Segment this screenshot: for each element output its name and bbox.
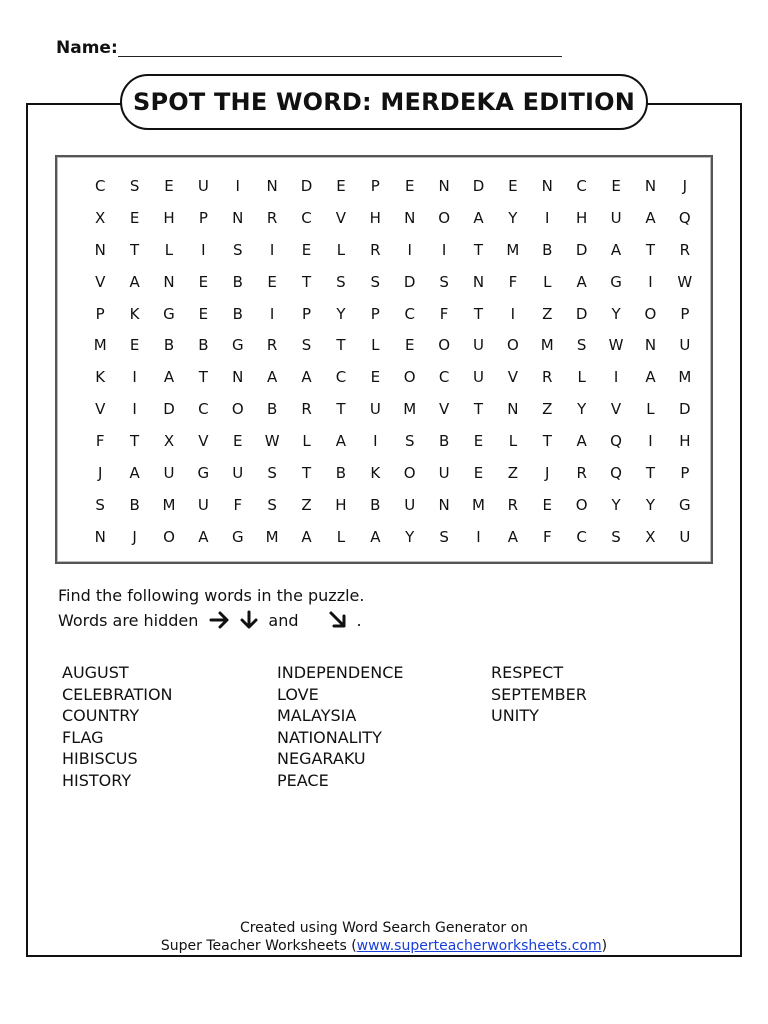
grid-letter: S (232, 240, 243, 259)
grid-letter: E (198, 272, 209, 291)
grid-letter: S (439, 527, 449, 546)
grid-letter: S (370, 272, 381, 291)
grid-letter: B (335, 463, 347, 482)
grid-letter: D (300, 176, 313, 195)
grid-letter: G (610, 272, 622, 291)
grid-letter: N (94, 527, 106, 546)
grid-letter: E (129, 336, 140, 355)
grid-letter: X (95, 208, 106, 227)
grid-letter: E (198, 304, 209, 323)
grid-letter: L (508, 432, 518, 451)
grid-letter: N (644, 336, 657, 355)
grid-letter: V (610, 400, 622, 419)
grid-letter: B (267, 400, 278, 419)
grid-letter: Z (542, 400, 553, 419)
word-list-item: FLAG (62, 727, 104, 747)
grid-letter: U (369, 400, 381, 419)
grid-letter: D (575, 304, 588, 323)
grid-letter: L (336, 527, 346, 546)
instructions-and: and (268, 610, 299, 630)
word-list-item: AUGUST (62, 663, 129, 682)
grid-letter: P (680, 463, 690, 482)
grid-letter: T (473, 304, 484, 323)
grid-row (83, 457, 702, 489)
grid-letter: B (198, 336, 209, 355)
grid-letter: S (301, 336, 312, 355)
grid-letter: E (370, 368, 381, 387)
grid-letter: S (336, 272, 346, 291)
grid-row (83, 489, 702, 521)
grid-letter: R (542, 368, 553, 387)
grid-letter: Y (508, 208, 518, 227)
grid-letter: B (232, 304, 243, 323)
grid-letter: S (129, 176, 140, 195)
grid-letter: W (264, 432, 280, 451)
grid-letter: I (201, 240, 206, 259)
grid-letter: G (231, 527, 244, 546)
grid-letter: C (404, 304, 415, 323)
footer-link[interactable]: www.superteacherworksheets.com (356, 938, 602, 954)
grid-letter: P (302, 304, 312, 323)
grid-letter: O (438, 208, 450, 227)
footer-source (0, 938, 768, 954)
grid-letter: O (438, 336, 450, 355)
grid-letter: K (370, 463, 381, 482)
footer-credit: Created using Word Search Generator on (239, 920, 529, 936)
grid-letter: B (542, 240, 553, 259)
grid-letter: N (266, 176, 278, 195)
grid-letter: E (336, 176, 346, 195)
grid-letter: E (129, 208, 140, 227)
grid-letter: H (163, 208, 175, 227)
grid-letter: E (473, 432, 484, 451)
grid-letter: P (370, 304, 380, 323)
arrow-diagonal-icon (327, 609, 349, 631)
grid-letter: A (301, 527, 312, 546)
grid-letter: E (164, 176, 174, 195)
grid-letter: O (403, 368, 416, 387)
grid-letter: D (575, 240, 588, 259)
grid-letter: M (472, 495, 485, 514)
grid-letter: B (438, 432, 450, 451)
grid-letter: O (506, 336, 519, 355)
grid-letter: Q (610, 463, 622, 482)
grid-letter: X (163, 432, 175, 451)
grid-letter: S (267, 495, 277, 514)
grid-letter: I (407, 240, 412, 259)
grid-letter: G (231, 336, 244, 355)
grid-letter: C (438, 368, 450, 387)
grid-letter: U (232, 463, 244, 482)
grid-letter: P (198, 208, 208, 227)
word-list-column-2 (277, 662, 404, 791)
grid-letter: P (680, 304, 690, 323)
grid-letter: C (335, 368, 347, 387)
word-list-item: COUNTRY (62, 706, 140, 725)
grid-letter: Y (577, 400, 587, 419)
grid-letter: B (163, 336, 175, 355)
grid-letter: Q (678, 208, 691, 227)
word-list-item: MALAYSIA (277, 706, 357, 725)
grid-row (83, 234, 702, 266)
grid-letter: M (678, 368, 692, 387)
grid-letter: L (336, 240, 346, 259)
grid-letter: T (473, 240, 484, 259)
grid-letter: U (473, 368, 484, 387)
grid-letter: N (438, 495, 450, 514)
grid-letter: A (163, 368, 175, 387)
grid-letter: H (369, 208, 381, 227)
grid-letter: B (129, 495, 140, 514)
word-list-item: NEGARAKU (277, 749, 366, 768)
grid-letter: V (95, 400, 106, 419)
grid-letter: L (543, 272, 552, 291)
grid-letter: X (645, 527, 656, 546)
page-title: SPOT THE WORD: MERDEKA EDITION (132, 88, 636, 116)
grid-letter: A (645, 208, 656, 227)
grid-letter: A (576, 272, 587, 291)
grid-letter: U (473, 336, 484, 355)
arrow-down-icon (238, 609, 260, 631)
grid-letter: U (679, 527, 691, 546)
grid-letter: R (370, 240, 381, 259)
grid-letter: I (510, 304, 516, 323)
grid-letter: A (198, 527, 209, 546)
grid-letter: W (677, 272, 693, 291)
footer-prefix: Super Teacher Worksheets ( (160, 938, 357, 954)
grid-letter: M (162, 495, 176, 514)
grid-letter: T (130, 240, 140, 259)
grid-letter: G (679, 495, 691, 514)
grid-letter: F (508, 272, 518, 291)
grid-letter: V (95, 272, 106, 291)
grid-letter: H (679, 432, 691, 451)
grid-letter: E (508, 176, 518, 195)
grid-letter: E (404, 176, 415, 195)
grid-letter: R (576, 463, 587, 482)
grid-letter: L (302, 432, 311, 451)
grid-letter: O (403, 463, 416, 482)
instructions-line-2 (58, 609, 362, 631)
grid-letter: Z (301, 495, 312, 514)
grid-letter: Z (507, 463, 519, 482)
grid-letter: Q (610, 432, 622, 451)
grid-letter: T (301, 272, 312, 291)
word-list-item: UNITY (491, 706, 539, 725)
grid-letter: I (476, 527, 481, 546)
instructions-end: . (356, 610, 362, 630)
grid-letter: N (541, 176, 553, 195)
grid-letter: I (269, 240, 275, 259)
grid-letter: H (335, 495, 347, 514)
word-list-item: HIBISCUS (62, 749, 138, 768)
grid-letter: A (473, 208, 484, 227)
grid-letter: F (95, 432, 105, 451)
grid-letter: V (438, 400, 450, 419)
grid-letter: N (404, 208, 416, 227)
grid-letter: M (540, 336, 554, 355)
grid-letter: U (438, 463, 450, 482)
word-list-item: INDEPENDENCE (277, 663, 404, 682)
grid-letter: S (576, 336, 587, 355)
grid-letter: I (132, 400, 137, 419)
grid-letter: A (507, 527, 519, 546)
grid-letter: T (645, 240, 656, 259)
word-list-item: CELEBRATION (62, 684, 173, 704)
grid-letter: U (610, 208, 622, 227)
grid-letter: I (648, 272, 653, 291)
grid-letter: T (198, 368, 208, 387)
grid-row (83, 170, 702, 202)
grid-letter: J (545, 463, 550, 482)
word-list-column-1 (62, 662, 173, 791)
grid-letter: E (542, 495, 553, 514)
grid-letter: N (644, 176, 657, 195)
grid-row (83, 361, 702, 393)
grid-letter: U (679, 336, 691, 355)
grid-letter: L (577, 368, 586, 387)
grid-letter: T (301, 463, 312, 482)
grid-letter: I (648, 432, 653, 451)
grid-letter: C (576, 176, 587, 195)
grid-letter: O (575, 495, 588, 514)
grid-row (83, 393, 702, 425)
word-list-item: LOVE (277, 684, 319, 704)
title-banner (120, 74, 648, 130)
grid-letter: R (679, 240, 691, 259)
grid-letter: I (269, 304, 275, 323)
grid-letter: U (404, 495, 416, 514)
grid-letter: F (542, 527, 552, 546)
instructions-prefix: Words are hidden (58, 610, 199, 630)
grid-letter: J (97, 463, 103, 482)
grid-letter: I (545, 208, 550, 227)
grid-letter: I (441, 240, 447, 259)
grid-letter: O (231, 400, 244, 419)
grid-letter: B (370, 495, 381, 514)
grid-letter: N (438, 176, 450, 195)
grid-letter: T (130, 432, 140, 451)
grid-row (83, 202, 702, 234)
grid-letter: Y (611, 304, 621, 323)
grid-letter: K (129, 304, 140, 323)
grid-row (83, 266, 702, 298)
arrow-right-icon (208, 610, 232, 630)
grid-letter: M (506, 240, 520, 259)
grid-letter: E (233, 432, 243, 451)
word-list-item: PEACE (277, 770, 329, 790)
grid-letter: R (507, 495, 519, 514)
grid-letter: I (132, 368, 137, 387)
letter-grid (83, 170, 702, 553)
grid-letter: S (439, 272, 449, 291)
grid-letter: L (164, 240, 174, 259)
grid-letter: T (542, 432, 552, 451)
grid-letter: D (163, 400, 175, 419)
grid-letter: T (473, 400, 484, 419)
grid-letter: S (611, 527, 621, 546)
word-list-item: SEPTEMBER (491, 684, 587, 704)
grid-letter: A (576, 432, 587, 451)
grid-letter: B (232, 272, 243, 291)
grid-row (83, 425, 702, 457)
grid-letter: A (267, 368, 278, 387)
name-label: Name: (56, 38, 118, 58)
instructions-line-1: Find the following words in the puzzle. (58, 586, 365, 605)
grid-letter: L (371, 336, 380, 355)
grid-letter: J (682, 176, 688, 195)
grid-letter: Y (611, 495, 621, 514)
footer-suffix: ) (601, 938, 608, 954)
word-list-column-3 (491, 662, 587, 727)
grid-letter: I (613, 368, 619, 387)
grid-letter: U (197, 176, 209, 195)
grid-letter: I (373, 432, 378, 451)
grid-letter: M (93, 336, 107, 355)
grid-letter: N (232, 368, 244, 387)
grid-row (83, 298, 702, 330)
grid-letter: M (265, 527, 279, 546)
grid-letter: E (611, 176, 621, 195)
grid-letter: D (679, 400, 691, 419)
grid-letter: R (266, 208, 278, 227)
grid-letter: N (232, 208, 244, 227)
grid-letter: C (94, 176, 106, 195)
grid-letter: Z (542, 304, 553, 323)
grid-letter: R (266, 336, 278, 355)
grid-letter: V (198, 432, 209, 451)
grid-letter: T (336, 400, 346, 419)
grid-letter: N (472, 272, 485, 291)
grid-letter: Y (336, 304, 346, 323)
grid-letter: W (608, 336, 624, 355)
grid-letter: A (370, 527, 381, 546)
grid-letter: O (163, 527, 175, 546)
grid-letter: T (645, 463, 656, 482)
grid-letter: E (473, 463, 484, 482)
grid-letter: N (507, 400, 519, 419)
grid-letter: F (233, 495, 243, 514)
grid-letter: S (95, 495, 105, 514)
word-list-item: NATIONALITY (277, 727, 382, 747)
grid-letter: U (197, 495, 209, 514)
grid-letter: V (507, 368, 519, 387)
grid-letter: Y (645, 495, 656, 514)
grid-letter: A (129, 272, 140, 291)
grid-letter: D (472, 176, 485, 195)
grid-letter: S (404, 432, 415, 451)
grid-letter: F (439, 304, 449, 323)
grid-letter: L (646, 400, 655, 419)
word-list-item: RESPECT (491, 663, 564, 682)
grid-letter: E (404, 336, 415, 355)
grid-letter: I (235, 176, 240, 195)
grid-letter: S (267, 463, 277, 482)
grid-letter: C (576, 527, 587, 546)
grid-letter: C (198, 400, 209, 419)
grid-letter: E (267, 272, 277, 291)
name-line (118, 56, 562, 57)
grid-letter: C (301, 208, 312, 227)
grid-letter: D (403, 272, 416, 291)
grid-letter: A (610, 240, 622, 259)
grid-letter: E (301, 240, 312, 259)
grid-letter: H (576, 208, 588, 227)
grid-letter: T (336, 336, 346, 355)
grid-letter: R (301, 400, 312, 419)
grid-letter: A (129, 463, 140, 482)
grid-letter: K (95, 368, 106, 387)
grid-letter: A (301, 368, 312, 387)
grid-letter: A (335, 432, 347, 451)
grid-letter: P (370, 176, 380, 195)
grid-letter: G (163, 304, 175, 323)
grid-row (83, 521, 702, 553)
grid-letter: N (94, 240, 106, 259)
grid-letter: O (644, 304, 657, 323)
grid-letter: A (645, 368, 656, 387)
grid-letter: N (163, 272, 175, 291)
grid-letter: V (335, 208, 347, 227)
grid-row (83, 329, 702, 361)
grid-letter: G (197, 463, 210, 482)
grid-letter: J (132, 527, 137, 546)
grid-letter: Y (405, 527, 415, 546)
word-list-item: HISTORY (62, 770, 132, 790)
grid-letter: U (163, 463, 175, 482)
grid-letter: M (403, 400, 417, 419)
grid-letter: P (95, 304, 105, 323)
